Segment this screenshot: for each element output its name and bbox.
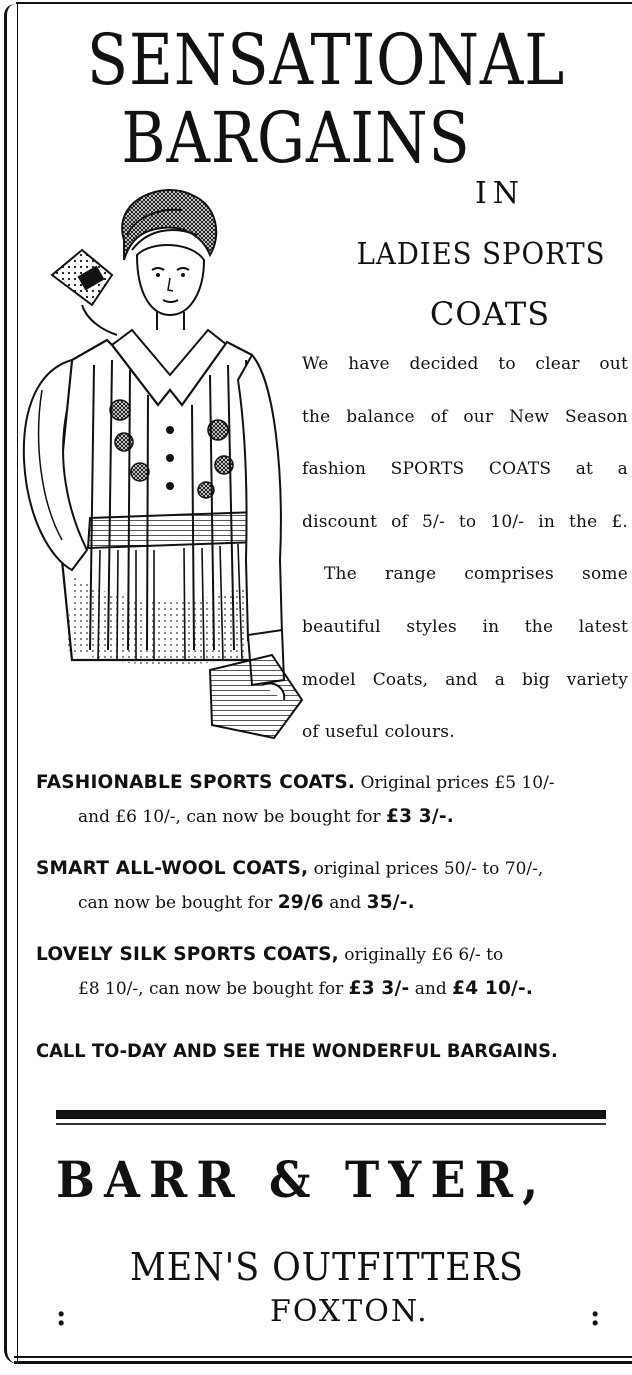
ornament-colon-left: : [56, 1299, 67, 1332]
shop-town: FOXTON. [270, 1294, 429, 1329]
woman-sports-coat-illustration [12, 180, 312, 745]
item-price: £3 3/-. [386, 806, 454, 827]
headline-coats: COATS [429, 295, 551, 333]
call-to-action: CALL TO-DAY AND SEE THE WONDERFUL BARGAINS. [36, 1040, 558, 1062]
price-item-all-wool: SMART ALL-WOOL COATS, original prices 50/- to 70/-, can now be bought for 29/6 and 35/-. [36, 858, 544, 913]
headline-sensational: SENSATIONAL [86, 19, 566, 101]
headline-bargains: BARGAINS [121, 97, 471, 179]
ornament-colon-right: : [590, 1299, 601, 1332]
item-name: FASHIONABLE SPORTS COATS. [36, 772, 356, 793]
item-price: 35/-. [366, 892, 415, 913]
frame-bottom-border [14, 1356, 632, 1364]
price-list [36, 766, 626, 1006]
divider-thick [56, 1110, 606, 1119]
description-paragraph [302, 338, 628, 759]
headline-ladies-sports: LADIES SPORTS [356, 237, 606, 272]
frame-top-border [16, 2, 632, 4]
item-name: SMART ALL-WOOL COATS, [36, 858, 309, 879]
shop-name: BARR & TYER, [56, 1150, 548, 1209]
headline-in: IN [474, 176, 526, 211]
description-line-3: fashion SPORTS COATS at a [302, 459, 628, 480]
price-item-fashionable: FASHIONABLE SPORTS COATS. Original prices £5 10/- and £6 10/-, can now be bought for £3 3/-. [36, 772, 555, 827]
shop-trade: MEN'S OUTFITTERS [130, 1245, 524, 1289]
price-item-silk: LOVELY SILK SPORTS COATS, originally £6 6/- to £8 10/-, can now be bought for £3 3/- and £4 10/-. [36, 944, 534, 999]
description-line-5: The range comprises some [324, 564, 628, 585]
item-name: LOVELY SILK SPORTS COATS, [36, 944, 339, 965]
divider-thin [56, 1123, 606, 1125]
description-line-6: beautiful styles in the latest [302, 616, 628, 637]
item-price: £4 10/-. [452, 978, 534, 999]
item-price: £3 3/- [348, 978, 410, 999]
description-line-8: of useful colours. [302, 722, 455, 743]
description-line-2: the balance of our New Season [302, 406, 628, 427]
description-line-4: discount of 5/- to 10/- in the £. [302, 511, 628, 532]
description-line-1: We have decided to clear out [302, 354, 628, 374]
item-price: 29/6 [277, 892, 324, 913]
description-line-7: model Coats, and a big variety [302, 669, 628, 690]
